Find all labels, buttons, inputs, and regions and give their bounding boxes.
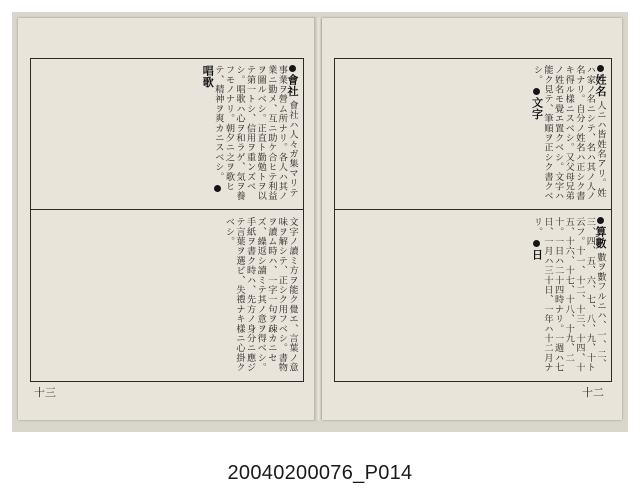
left-divider (31, 209, 303, 210)
left-page (18, 18, 316, 420)
right-top-text-area (343, 65, 605, 203)
bullet-icon (597, 65, 604, 72)
right-top-text: 人ニハ皆姓名アリ。姓ハ家ノ名ニシテ、名ハ其ノ人ノ名ナリ。自分ノ姓名ハ正シク書キ得ル樣ニスベシ。又父母兄弟ノ姓名モ覺エ置クベシ。文字ハ能ク見テ、筆順ヲ正シク書クベシ。 (531, 65, 606, 201)
right-text-frame (334, 58, 612, 382)
left-page-number: 十三 (34, 386, 56, 399)
right-bottom-heading-1: 算數 (594, 217, 607, 249)
bullet-icon (597, 217, 604, 224)
right-page (322, 18, 622, 420)
right-divider (335, 209, 611, 210)
image-caption: 20040200076_P014 (227, 462, 413, 484)
right-top-heading-1: 姓名 (594, 65, 607, 97)
left-text-frame (30, 58, 304, 382)
right-bottom-text-area (343, 217, 605, 373)
open-booklet (12, 12, 628, 432)
right-page-number: 十二 (582, 386, 604, 399)
left-top-text-area (39, 65, 297, 203)
left-top-heading-1: 會社 (286, 65, 299, 97)
bullet-icon (214, 185, 221, 192)
right-top-heading-2: 文字 (530, 88, 543, 120)
bullet-icon (533, 240, 540, 247)
bullet-icon (289, 65, 296, 72)
right-bottom-text: 數ヲ數フルニハ、一、二、三、四、五、六、七、八、九、十ト云フ。十一、十二、十三、十四、十五、十六、十七、十八、十九、二十。一日ハ二十四時ナリ。一週ハ七日、一月ハ三十日、一年ハ十二月ナリ。 (531, 217, 606, 373)
bullet-icon (533, 88, 540, 95)
left-top-heading-2: 唱歌 (201, 65, 225, 194)
left-top-text: 會社ハ人々ガ集マリテ事業ヲ營ム所ナリ。各人ハ其ノ業ニ勤メ、互ニ助ケ合ヒテ利益ヲ圖ルベシ。正直ト勤勉トヲ以テ第一トシ、信用ヲ重ンズベシ。唱歌ハ心ヲ和ラゲ、気ヲ養フモノナリ。朝夕ニ之ヲ歌ヒテ、精神ヲ爽カニスベシ。 (212, 65, 298, 201)
right-bottom-heading-2: 日 (530, 240, 543, 261)
left-bottom-text-area (39, 217, 297, 373)
left-bottom-text: 文字ノ讀ミ方ヲ能ク覺エ、言葉ノ意味ヲ解シテ、正シク用フベシ。書物ヲ讀ム時ハ、一字一句ヲ疎カニセズ、繰返シ讀ミテ其ノ意ヲ得ベシ。手紙ヲ書ク時ハ、先方ノ身分ニ應ジテ言葉ヲ選ビ、失禮ナキ樣ニ心掛クベシ。 (223, 217, 298, 373)
